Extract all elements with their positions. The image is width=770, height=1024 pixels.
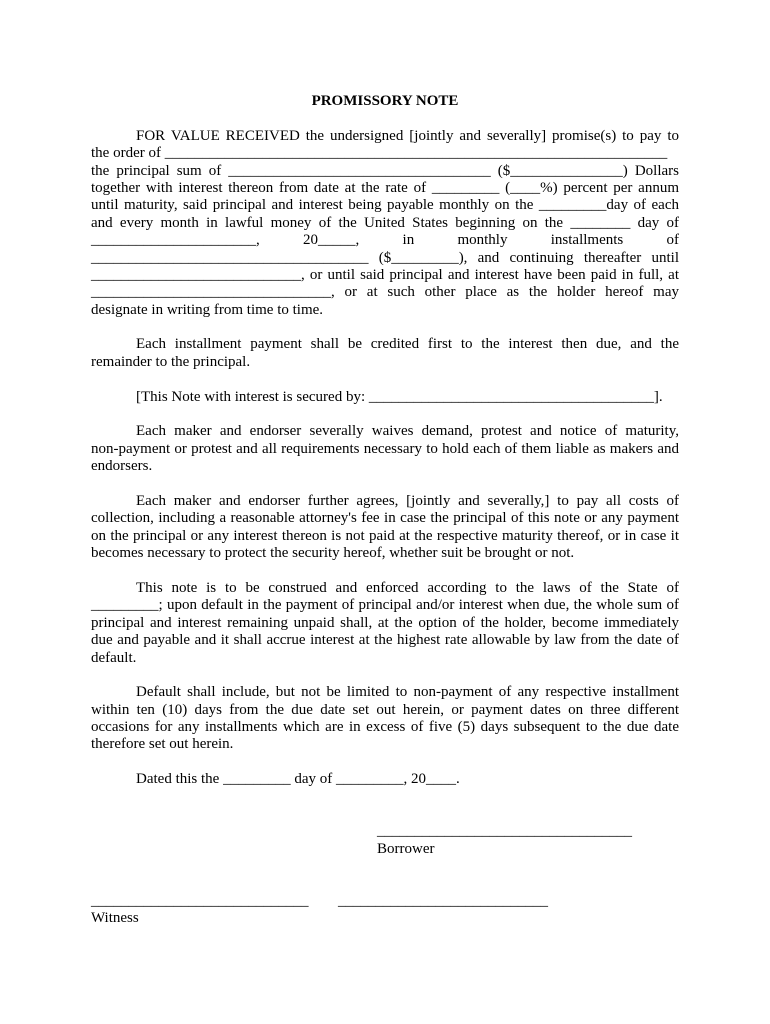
text-line: [This Note with interest is secured by: ______________________________________]. [136,388,663,405]
text-line: collection, including a reasonable attorney's fee in case the principal of this note or any payment [91,510,679,527]
witness-label: Witness [91,910,139,927]
text-line: until maturity, said principal and interest being payable monthly on the _________day of each [91,197,679,214]
dated-line [91,771,679,788]
text-line: FOR VALUE RECEIVED the undersigned [jointly and severally] promise(s) to pay to [136,127,679,144]
text-line: Each maker and endorser severally waives demand, protest and notice of maturity, [136,423,679,440]
text-line: the order of ___________________________________________________________________ [91,145,668,162]
borrower-signature-line: __________________________________ [377,823,632,840]
text-line: default. [91,649,137,666]
paragraph-security [91,389,679,406]
text-line: therefore set out herein. [91,736,234,753]
text-line: Each installment payment shall be credited first to the interest then due, and the [136,336,679,353]
text-line: the principal sum of ___________________________________ ($_______________) Dollars [91,162,679,179]
borrower-signature [91,823,679,858]
text-line: and every month in lawful money of the United States beginning on the ________ day of [91,214,679,231]
text-line: endorsers. [91,458,153,475]
paragraph-value-received [91,128,679,319]
text-line: ________________________________, or at such other place as the holder hereof may [91,284,679,301]
text-line: on the principal or any interest thereon is not paid at the respective maturity thereof, or in case it [91,527,679,544]
text-line: Each maker and endorser further agrees, [jointly and severally,] to pay all costs of [136,492,679,509]
text-line: _____________________________________ ($_________), and continuing thereafter until [91,249,679,266]
paragraph-collection-costs [91,493,679,563]
text-line: becomes necessary to protect the security hereof, whether suit be brought or not. [91,545,575,562]
text-line: designate in writing from time to time. [91,301,324,318]
paragraph-installment-credit [91,336,679,371]
text-line: within ten (10) days from the due date set out herein, or payment dates on three different [91,701,679,718]
text-line: Default shall include, but not be limited to non-payment of any respective installment [136,684,679,701]
paragraph-governing-law [91,580,679,667]
text-line: together with interest thereon from date at the rate of _________ (____%) percent per annum [91,179,679,196]
text-line: ______________________, 20_____, in monthly installments of [91,232,679,249]
document-body [91,93,679,928]
text-line: _________; upon default in the payment of principal and/or interest when due, the whole sum of [91,597,679,614]
witness-signature-line-2: ____________________________ [338,893,548,909]
text-line: This note is to be construed and enforced according to the laws of the State of [136,579,679,596]
paragraph-default [91,684,679,754]
witness-signature-line-1: _____________________________ [91,893,309,909]
document-title: PROMISSORY NOTE [311,93,459,109]
text-line: remainder to the principal. [91,353,251,370]
text-line: due and payable and it shall accrue interest at the highest rate allowable by law from the date of [91,632,679,649]
paragraph-waiver [91,423,679,475]
borrower-label: Borrower [377,840,435,857]
text-line: non-payment or protest and all requirements necessary to hold each of them liable as makers and [91,440,679,457]
text-line: principal and interest remaining unpaid shall, at the option of the holder, become immediately [91,614,679,631]
text-line: Dated this the _________ day of _________, 20____. [136,771,460,788]
text-line: occasions for any installments which are in excess of five (5) days subsequent to the due date [91,719,679,736]
witness-signature-lines [91,893,679,910]
text-line: ____________________________, or until said principal and interest have been paid in full, at [91,266,679,283]
